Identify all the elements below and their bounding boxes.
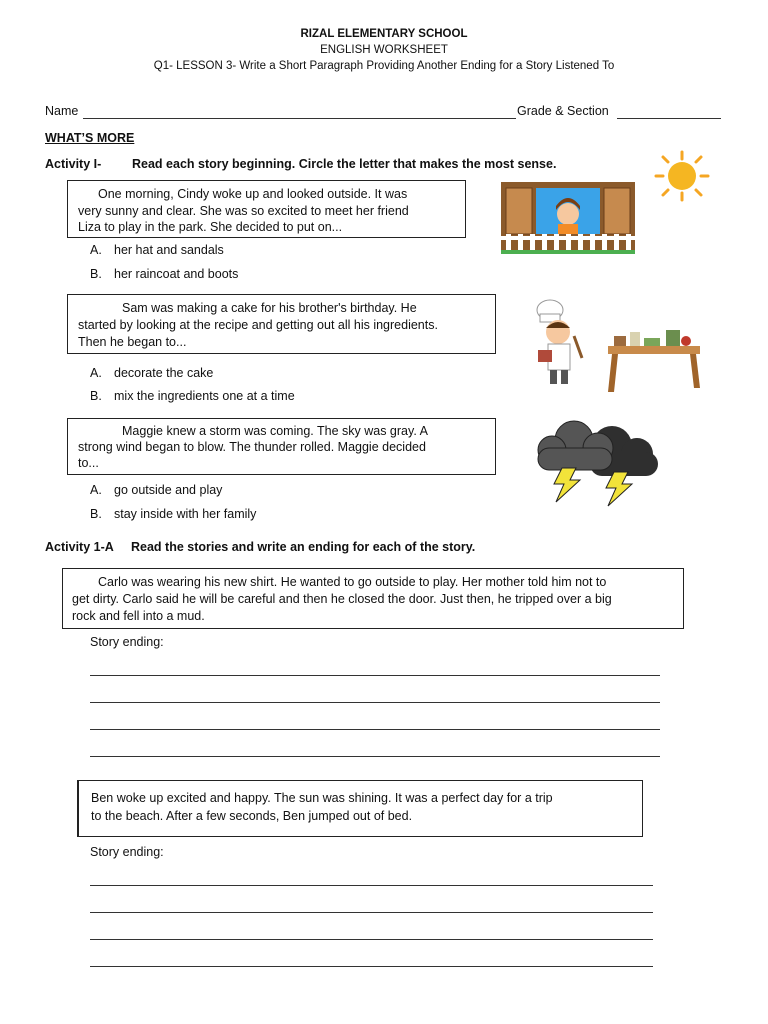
activity1a-instruction: Read the stories and write an ending for each of the story. [131, 540, 476, 554]
answer-line[interactable] [90, 729, 660, 730]
story3-line1: Maggie knew a storm was coming. The sky was gray. A [122, 424, 428, 438]
school-name: RIZAL ELEMENTARY SCHOOL [300, 28, 468, 40]
grade-section-field[interactable] [617, 118, 721, 119]
storm-cloud-illustration [532, 416, 664, 508]
activity1a-label: Activity 1-A [45, 540, 114, 554]
story2-option-b[interactable]: B. mix the ingredients one at a time [90, 389, 295, 403]
story-box-3 [67, 418, 496, 475]
answer-line[interactable] [90, 756, 660, 757]
story2-line1: Sam was making a cake for his brother's birthday. He [122, 301, 417, 315]
right-shutter [604, 188, 630, 234]
lightning-bolt-1 [554, 468, 580, 502]
ben-story-box [77, 780, 643, 837]
carlo-story-box [62, 568, 684, 629]
lightning-bolt-2 [606, 472, 632, 506]
worksheet-subject: ENGLISH WORKSHEET [320, 44, 448, 56]
story1-line3: Liza to play in the park. She decided to put on... [78, 220, 343, 234]
story1-option-a[interactable]: A. her hat and sandals [90, 243, 224, 257]
activity1-label: Activity I- [45, 157, 102, 171]
story3-option-a[interactable]: A. go outside and play [90, 483, 223, 497]
story2-line2: started by looking at the recipe and getting out all his ingredients. [78, 318, 438, 332]
girl-face [557, 203, 579, 225]
carlo-line1: Carlo was wearing his new shirt. He wanted to go outside to play. Her mother told him not to [98, 575, 607, 589]
story1-line2: very sunny and clear. She was so excited to meet her friend [78, 204, 409, 218]
chef-table-illustration [528, 296, 702, 392]
name-field[interactable] [83, 118, 516, 119]
girl-window-illustration [498, 180, 638, 256]
story3-line3: to... [78, 456, 99, 470]
ingredients-table [608, 330, 700, 392]
grade-section-label: Grade & Section [517, 104, 609, 118]
story1-option-b[interactable]: B. her raincoat and boots [90, 267, 239, 281]
recipe-book [538, 350, 552, 362]
answer-line[interactable] [90, 675, 660, 676]
sun-icon [650, 148, 714, 204]
carlo-line2: get dirty. Carlo said he will be careful and then he closed the door. Just then, he tripped over a big [72, 592, 612, 606]
story-ending-label-2: Story ending: [90, 845, 164, 859]
carlo-line3: rock and fell into a mud. [72, 609, 205, 623]
chef-boy [537, 300, 582, 384]
lesson-title: Q1- LESSON 3- Write a Short Paragraph Providing Another Ending for a Story Listened To [153, 60, 615, 72]
ben-line1: Ben woke up excited and happy. The sun was shining. It was a perfect day for a trip [91, 791, 553, 805]
left-shutter [506, 188, 532, 234]
girl-shirt [558, 224, 578, 234]
story-ending-label-1: Story ending: [90, 635, 164, 649]
section-title: WHAT’S MORE [45, 131, 135, 145]
answer-line[interactable] [90, 885, 653, 886]
story2-line3: Then he began to... [78, 335, 187, 349]
answer-line[interactable] [90, 966, 653, 967]
story-box-2 [67, 294, 496, 354]
ben-line2: to the beach. After a few seconds, Ben jumped out of bed. [91, 809, 413, 823]
front-cloud [538, 421, 613, 470]
activity1-instruction: Read each story beginning. Circle the letter that makes the most sense. [132, 157, 557, 171]
answer-line[interactable] [90, 912, 653, 913]
grass [501, 250, 635, 254]
story1-line1: One morning, Cindy woke up and looked outside. It was [98, 187, 408, 201]
story2-option-a[interactable]: A. decorate the cake [90, 366, 214, 380]
story-box-1 [67, 180, 466, 238]
name-label: Name [45, 104, 79, 118]
answer-line[interactable] [90, 939, 653, 940]
story3-line2: strong wind began to blow. The thunder rolled. Maggie decided [78, 440, 426, 454]
story3-option-b[interactable]: B. stay inside with her family [90, 507, 257, 521]
answer-line[interactable] [90, 702, 660, 703]
